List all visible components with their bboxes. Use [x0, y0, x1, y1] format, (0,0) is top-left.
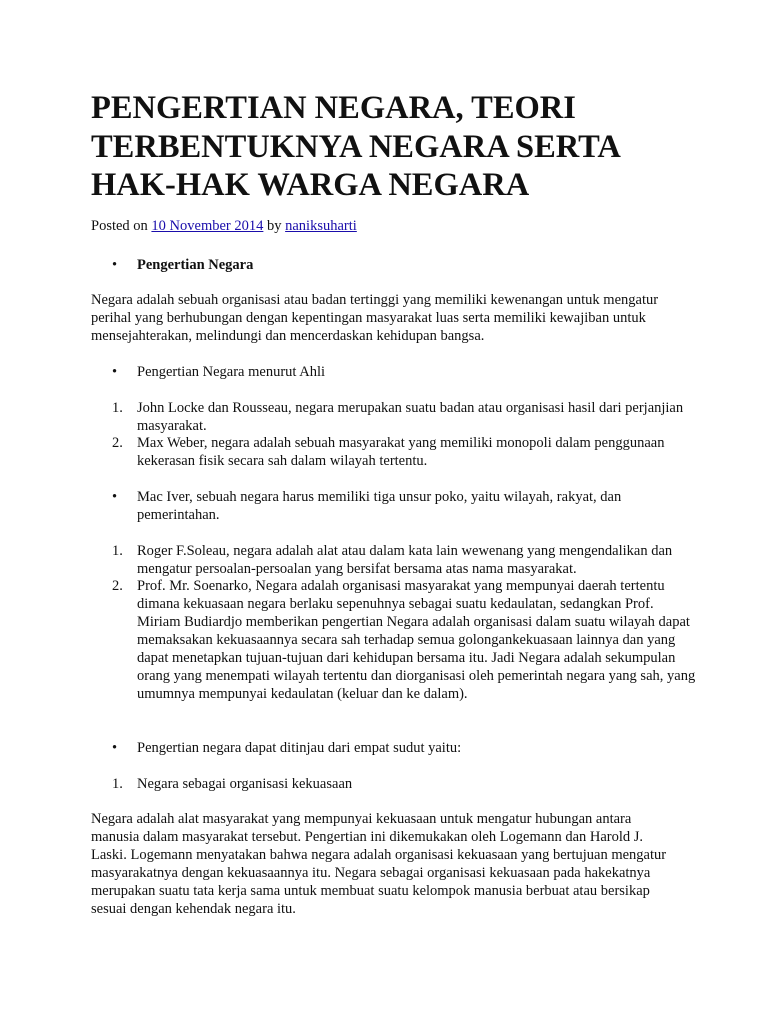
by-label: by [267, 218, 282, 234]
bullet-text: Pengertian Negara [137, 257, 254, 273]
list-number: 1. [112, 776, 123, 792]
bullet-text: Pengertian negara dapat ditinjau dari empat sudut yaitu: [137, 740, 462, 756]
author-link[interactable]: naniksuharti [285, 218, 357, 234]
list-text: Max Weber, negara adalah sebuah masyarakat yang memiliki monopoli dalam penggunaan kekerasan fisik secara sah dalam wilayah tertentu. [137, 435, 665, 469]
list-number: 1. [112, 543, 123, 559]
list-number: 2. [112, 435, 123, 451]
list-number: 2. [112, 578, 123, 594]
bullet-icon: • [112, 364, 118, 380]
post-date-link[interactable]: 10 November 2014 [151, 218, 264, 234]
list-number: 1. [112, 400, 123, 416]
bullet-icon: • [112, 740, 118, 756]
list-text: Roger F.Soleau, negara adalah alat atau dalam kata lain wewenang yang mengendalikan dan mengatur persoalan-persoalan yang bersifat bersama atas nama masyarakat. [137, 543, 673, 577]
page-title: PENGERTIAN NEGARA, TEORI TERBENTUKNYA NEGARA SERTA HAK-HAK WARGA NEGARA [91, 90, 620, 203]
bullet-icon: • [112, 489, 118, 505]
posted-on-label: Posted on [91, 218, 148, 234]
bullet-text: Pengertian Negara menurut Ahli [137, 364, 326, 380]
paragraph-definition: Negara adalah sebuah organisasi atau badan tertinggi yang memiliki kewenangan untuk mengatur perihal yang berhubungan dengan kepentingan masyarakat luas serta memiliki kewajiban untuk mensejahterakan, melindungi dan mencerdaskan kehidupan bangsa. [91, 292, 659, 344]
bullet-icon: • [112, 257, 118, 273]
list-text: John Locke dan Rousseau, negara merupakan suatu badan atau organisasi hasil dari perjanjian masyarakat. [137, 400, 684, 434]
list-text: Negara sebagai organisasi kekuasaan [137, 776, 353, 792]
bullet-text: Mac Iver, sebuah negara harus memiliki tiga unsur poko, yaitu wilayah, rakyat, dan pemerintahan. [137, 489, 622, 523]
post-meta [91, 217, 357, 235]
paragraph-organisasi-kekuasaan: Negara adalah alat masyarakat yang mempunyai kekuasaan untuk mengatur hubungan antara manusia dalam masyarakat tersebut. Pengertian ini dikemukakan oleh Logemann dan Harold J. Laski. Logemann menyatakan bahwa negara adalah organisasi kekuasaan yang bertujuan mengatur masyarakatnya dengan kekuasaannya itu. Negara sebagai organisasi kekuasaan pada hakekatnya merupakan suatu tata kerja sama untuk membuat suatu kelompok manusia berbuat atau bersikap sesuai dengan kehendak negara itu. [91, 811, 667, 917]
list-text: Prof. Mr. Soenarko, Negara adalah organisasi masyarakat yang mempunyai daerah tertentu dimana kekuasaan negara berlaku sepenuhnya sebagai suatu kedaulatan, sedangkan Prof. Miriam Budiardjo memberikan pengertian Negara adalah organisasi dalam suatu wilayah dapat memaksakan kekuasaannya secara sah terhadap semua golongankekuasaan lainnya dan yang dapat menetapkan tujuan-tujuan dari kehidupan bersama itu. Jadi Negara adalah sekumpulan orang yang menempati wilayah tertentu dan diorganisasi oleh pemerintah negara yang sah, yang umumnya mempunyai kedaulatan (keluar dan ke dalam). [137, 578, 696, 702]
